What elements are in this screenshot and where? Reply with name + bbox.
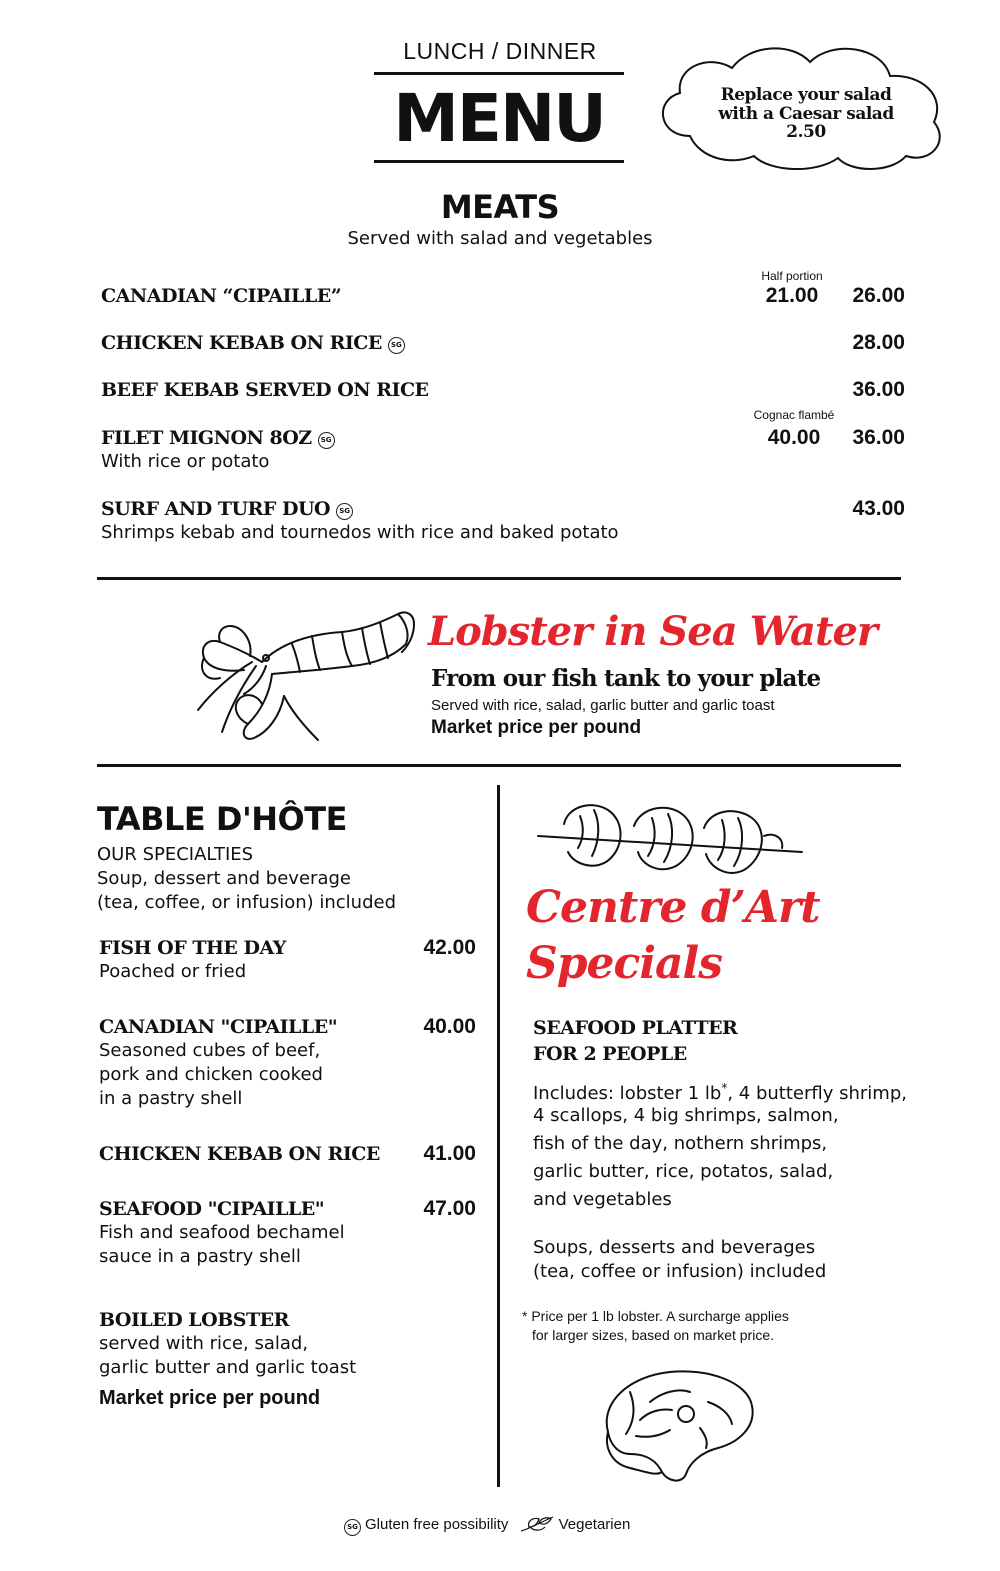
section-divider xyxy=(97,577,901,580)
meat-item-name: BEEF KEBAB SERVED ON RICE xyxy=(101,379,429,401)
vegetarian-label: Vegetarien xyxy=(558,1516,631,1533)
shrimp-skewer-illustration xyxy=(534,796,806,886)
tdh-item-name: SEAFOOD "CIPAILLE" xyxy=(99,1198,325,1220)
tdh-item-name: FISH OF THE DAY xyxy=(99,937,286,959)
meat-item-price: 43.00 xyxy=(852,497,905,520)
meat-item-name xyxy=(101,498,353,520)
leaf-icon xyxy=(519,1515,557,1533)
tdh-item-name: CANADIAN "CIPAILLE" xyxy=(99,1016,338,1038)
menu-title: MENU xyxy=(393,80,605,157)
meats-title: MEATS xyxy=(440,188,560,226)
tdh-item-desc: sauce in a pastry shell xyxy=(99,1246,301,1267)
tdh-item-desc: Poached or fried xyxy=(99,961,247,982)
meat-item-price-alt: 21.00 xyxy=(765,284,819,307)
cloud-text-line1: Replace your salad xyxy=(720,85,892,105)
tdh-item-desc: in a pastry shell xyxy=(99,1088,243,1109)
meat-item-label: CHICKEN KEBAB ON RICE xyxy=(101,332,382,354)
includes-text: Includes: lobster 1 lb xyxy=(533,1083,722,1104)
tdh-item-name: CHICKEN KEBAB ON RICE xyxy=(99,1143,380,1165)
lobster-price: Market price per pound xyxy=(431,717,642,738)
gluten-free-icon: SG xyxy=(318,432,335,449)
included-line: Soup, dessert and beverage xyxy=(97,868,351,889)
salmon-steak-illustration xyxy=(590,1362,762,1486)
tdh-item-price: 47.00 xyxy=(423,1197,476,1220)
tdh-market-price: Market price per pound xyxy=(99,1387,321,1409)
platter-included-drinks: Soups, desserts and beverages xyxy=(533,1237,816,1258)
platter-included-drinks: (tea, coffee or infusion) included xyxy=(533,1261,827,1282)
cognac-flambe-label: Cognac flambé xyxy=(753,408,835,422)
meat-item-price: 26.00 xyxy=(852,284,905,307)
includes-asterisk: * xyxy=(721,1081,728,1095)
meat-item-name xyxy=(101,332,405,354)
gluten-free-icon: SG xyxy=(388,337,405,354)
platter-includes: and vegetables xyxy=(533,1189,672,1210)
tdh-item-name: BOILED LOBSTER xyxy=(99,1309,289,1331)
platter-title: SEAFOOD PLATTER xyxy=(533,1017,738,1039)
platter-includes: 4 scallops, 4 big shrimps, salmon, xyxy=(533,1105,839,1126)
header-rule-bottom xyxy=(374,160,624,163)
meat-item-desc: With rice or potato xyxy=(101,451,270,472)
tdh-item-desc: served with rice, salad, xyxy=(99,1333,309,1354)
includes-text: , 4 butterfly shrimp, xyxy=(727,1083,907,1104)
menu-subtitle: LUNCH / DINNER xyxy=(403,38,597,64)
footnote: * Price per 1 lb lobster. A surcharge applies xyxy=(522,1308,789,1324)
tdh-item-desc: garlic butter and garlic toast xyxy=(99,1357,357,1378)
meat-item-price: 36.00 xyxy=(852,426,905,449)
table-dhote-title: TABLE D'HÔTE xyxy=(97,800,347,838)
meat-item-price: 28.00 xyxy=(852,331,905,354)
tdh-item-price: 42.00 xyxy=(423,936,476,959)
lobster-served: Served with rice, salad, garlic butter and garlic toast xyxy=(431,697,775,714)
meat-item-desc: Shrimps kebab and tournedos with rice and baked potato xyxy=(101,522,619,543)
meat-item-label: SURF AND TURF DUO xyxy=(101,498,331,520)
meat-item-name: CANADIAN “CIPAILLE” xyxy=(101,285,342,307)
lobster-title: Lobster in Sea Water xyxy=(428,608,877,655)
gluten-free-icon: SG xyxy=(344,1519,361,1536)
specials-title-line1: Centre d’Art xyxy=(526,882,820,933)
meat-item-name xyxy=(101,427,335,449)
legend xyxy=(344,1515,630,1536)
included-line: (tea, coffee, or infusion) included xyxy=(97,892,397,913)
section-divider xyxy=(97,764,901,767)
platter-includes: garlic butter, rice, potatos, salad, xyxy=(533,1161,834,1182)
tdh-item-price: 41.00 xyxy=(423,1142,476,1165)
platter-includes: fish of the day, nothern shrimps, xyxy=(533,1133,828,1154)
tdh-item-desc: Seasoned cubes of beef, xyxy=(99,1040,321,1061)
meats-subtitle: Served with salad and vegetables xyxy=(347,228,653,249)
meat-item-price: 36.00 xyxy=(852,378,905,401)
footnote: for larger sizes, based on market price. xyxy=(532,1327,774,1343)
platter-title: FOR 2 PEOPLE xyxy=(533,1043,687,1065)
cloud-price: 2.50 xyxy=(786,122,826,142)
gluten-free-icon: SG xyxy=(336,503,353,520)
header-rule-top xyxy=(374,72,624,75)
specialties-label: OUR SPECIALTIES xyxy=(97,844,254,865)
column-divider xyxy=(497,785,500,1487)
meat-item-price-alt: 40.00 xyxy=(767,426,821,449)
specials-title-line2: Specials xyxy=(526,938,723,989)
lobster-tagline: From our fish tank to your plate xyxy=(431,665,821,692)
lobster-illustration xyxy=(192,600,420,752)
cloud-text-line2: with a Caesar salad xyxy=(718,104,894,124)
tdh-item-desc: pork and chicken cooked xyxy=(99,1064,323,1085)
tdh-item-price: 40.00 xyxy=(423,1015,476,1038)
half-portion-label: Half portion xyxy=(761,269,823,283)
gluten-free-label: Gluten free possibility xyxy=(365,1516,509,1533)
meat-item-label: FILET MIGNON 8OZ xyxy=(101,427,312,449)
tdh-item-desc: Fish and seafood bechamel xyxy=(99,1222,345,1243)
